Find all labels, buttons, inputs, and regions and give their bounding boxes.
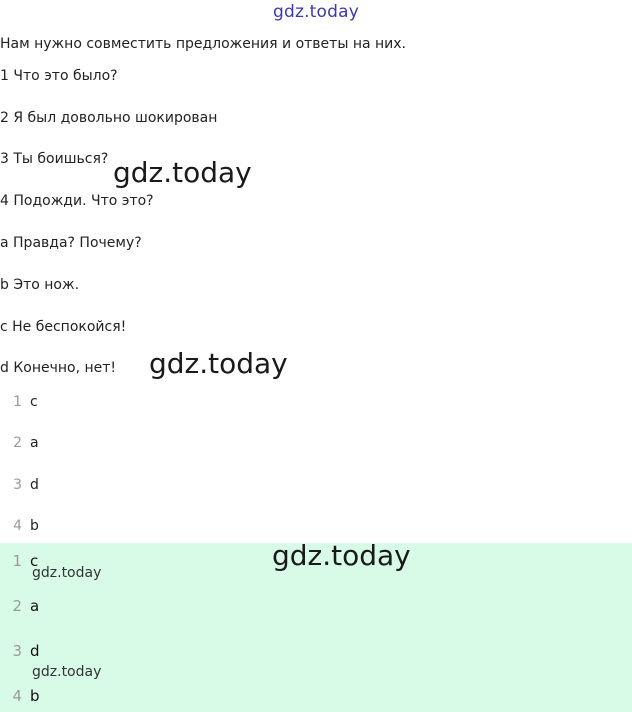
answer-number: 4 bbox=[13, 518, 22, 534]
answer-number: 3 bbox=[13, 477, 22, 493]
answer-number: 2 bbox=[13, 435, 22, 451]
answer-letter: b bbox=[30, 687, 40, 705]
response-c: c Не беспокойся! bbox=[0, 319, 127, 335]
answer-letter: b bbox=[30, 518, 39, 534]
answer-number: 3 bbox=[12, 642, 22, 660]
answer-row bbox=[0, 393, 38, 411]
watermark: gdz.today bbox=[32, 664, 102, 680]
answer-number: 1 bbox=[12, 552, 22, 570]
sentence-3: 3 Ты боишься? bbox=[0, 151, 109, 167]
sentence-2: 2 Я был довольно шокирован bbox=[0, 110, 218, 126]
answer-number: 4 bbox=[12, 687, 22, 705]
response-a: a Правда? Почему? bbox=[0, 235, 142, 251]
sentence-4: 4 Подожди. Что это? bbox=[0, 193, 154, 209]
task-instruction: Нам нужно совместить предложения и ответы на них. bbox=[0, 36, 406, 52]
answer-letter: c bbox=[30, 394, 38, 410]
answer-letter: a bbox=[30, 435, 39, 451]
response-d: d Конечно, нет! bbox=[0, 360, 117, 376]
answer-row bbox=[0, 434, 39, 452]
response-b: b Это нож. bbox=[0, 277, 80, 293]
highlighted-answer-row bbox=[0, 597, 39, 615]
highlighted-answer-row bbox=[0, 642, 40, 660]
sentence-1: 1 Что это было? bbox=[0, 68, 118, 84]
answer-letter: d bbox=[30, 642, 40, 660]
site-logo[interactable]: gdz.today bbox=[272, 2, 360, 22]
answer-letter: d bbox=[30, 477, 39, 493]
watermark: gdz.today bbox=[272, 539, 411, 572]
answer-letter: c bbox=[30, 552, 39, 570]
watermark: gdz.today bbox=[32, 565, 102, 581]
answer-number: 2 bbox=[12, 597, 22, 615]
answer-number: 1 bbox=[13, 394, 22, 410]
watermark: gdz.today bbox=[149, 347, 288, 380]
answer-letter: a bbox=[30, 597, 40, 615]
answer-row bbox=[0, 517, 39, 535]
watermark: gdz.today bbox=[113, 156, 252, 189]
answer-row bbox=[0, 476, 39, 494]
highlighted-answer-row bbox=[0, 687, 40, 705]
